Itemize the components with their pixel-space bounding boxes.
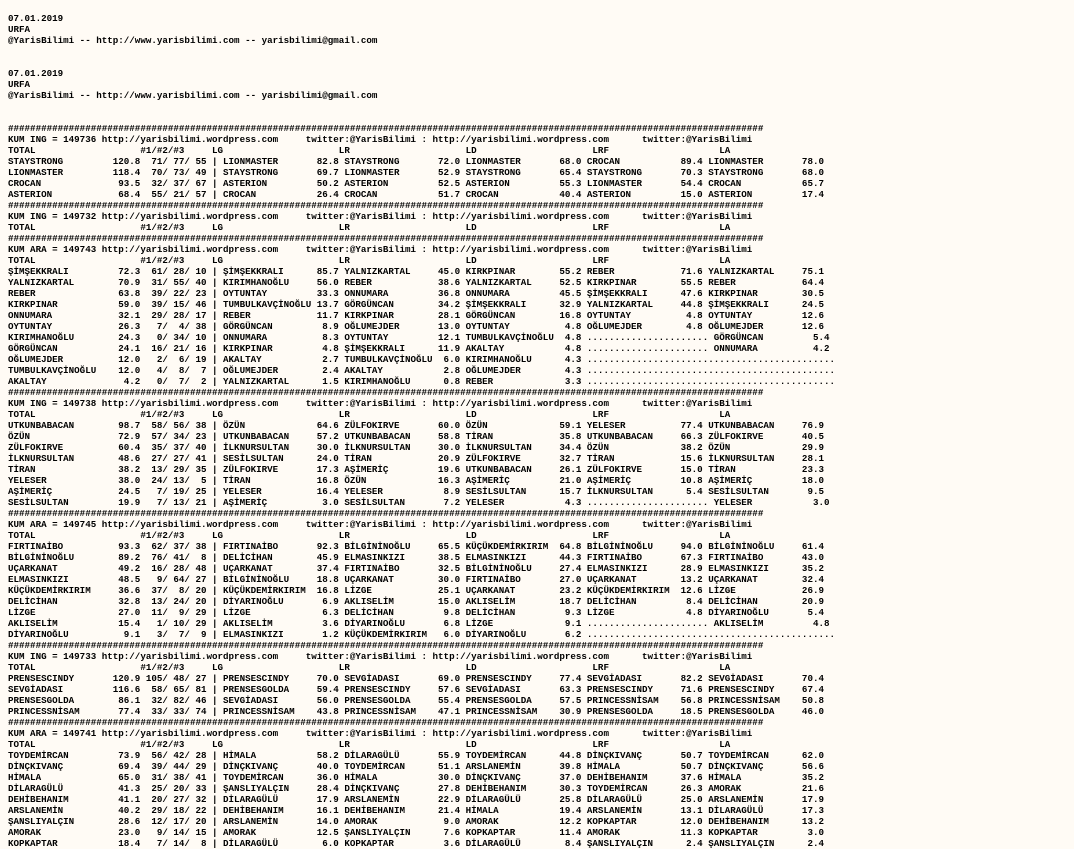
report-line: ######################################################################################################################################### (8, 387, 764, 398)
report-line: AKLISELİM 15.4 1/ 10/ 29 | AKLISELİM 3.6 DİYARINOĞLU 6.8 LİZGE 9.1 ...................... AKLISELİM 4.8 (8, 618, 830, 629)
report-line: GÖRGÜNCAN 24.1 16/ 21/ 16 | KIRKPINAR 4.8 ŞİMŞEKKRALI 11.9 AKALTAY 4.8 ...................... ONNUMARA 4.2 (8, 343, 830, 354)
report-line: CROCAN 93.5 32/ 37/ 67 | ASTERION 50.2 ASTERION 52.5 ASTERION 55.3 LIONMASTER 54.4 CROCAN 65.7 (8, 178, 824, 189)
report-line: KUM ARA = 149745 http://yarisbilimi.wordpress.com twitter:@YarisBilimi : http://yarisbilimi.wordpress.com twitter:@YarisBilimi (8, 519, 753, 530)
report-line: DEHİBEHANIM 41.1 20/ 27/ 32 | DİLARAGÜLÜ 17.9 ARSLANEMİN 22.9 DİLARAGÜLÜ 25.8 DİLARAGÜLÜ 25.0 ARSLANEMİN 17.9 (8, 794, 824, 805)
report-line: URFA (8, 24, 31, 35)
report-line: KUM ARA = 149741 http://yarisbilimi.wordpress.com twitter:@YarisBilimi : http://yarisbilimi.wordpress.com twitter:@YarisBilimi (8, 728, 753, 739)
report-line: TOYDEMİRCAN 73.9 56/ 42/ 28 | HİMALA 58.2 DİLARAGÜLÜ 55.9 TOYDEMİRCAN 44.8 DİNÇKIVANÇ 50.7 TOYDEMİRCAN 62.0 (8, 750, 824, 761)
report-line: BİLGİNİNOĞLU 89.2 76/ 41/ 8 | DELİCİHAN 45.9 ELMASINKIZI 38.5 ELMASINKIZI 44.3 FIRTINAİBO 67.3 FIRTINAİBO 43.0 (8, 552, 824, 563)
report-line: KOPKAPTAR 18.4 7/ 14/ 8 | DİLARAGÜLÜ 6.0 KOPKAPTAR 3.6 DİLARAGÜLÜ 8.4 ŞANSLIYALÇIN 2.4 ŞANSLIYALÇIN 2.4 (8, 838, 824, 849)
report-line: KUM ARA = 149743 http://yarisbilimi.wordpress.com twitter:@YarisBilimi : http://yarisbilimi.wordpress.com twitter:@YarisBilimi (8, 244, 753, 255)
report-line: REBER 63.8 39/ 22/ 23 | OYTUNTAY 33.3 ONNUMARA 36.8 ONNUMARA 45.5 ŞİMŞEKKRALI 47.6 KIRKPINAR 30.5 (8, 288, 824, 299)
report-line: TİRAN 38.2 13/ 29/ 35 | ZÜLFOKIRVE 17.3 AŞİMERİÇ 19.6 UTKUNBABACAN 26.1 ZÜLFOKIRVE 15.0 TİRAN 23.3 (8, 464, 824, 475)
report-line: @YarisBilimi -- http://www.yarisbilimi.com -- yarisbilimi@gmail.com (8, 90, 378, 101)
report-line: KUM ING = 149733 http://yarisbilimi.wordpress.com twitter:@YarisBilimi : http://yarisbilimi.wordpress.com twitter:@YarisBilimi (8, 651, 753, 662)
report-line: SESİLSULTAN 19.9 7/ 13/ 21 | AŞİMERİÇ 3.0 SESİLSULTAN 7.2 YELESER 4.3 ...................... YELESER 3.0 (8, 497, 830, 508)
report-line: YALNIZKARTAL 70.9 31/ 55/ 40 | KIRIMHANOĞLU 56.0 REBER 38.6 YALNIZKARTAL 52.5 KIRKPINAR 55.5 REBER 64.4 (8, 277, 824, 288)
report-line: ASTERION 68.4 55/ 21/ 57 | CROCAN 26.4 CROCAN 51.7 CROCAN 40.4 ASTERION 15.0 ASTERION 17.4 (8, 189, 824, 200)
report-line (8, 112, 1074, 123)
report-line: PRINCESSNİSAM 77.4 33/ 33/ 74 | PRINCESSNİSAM 43.8 PRINCESSNİSAM 47.1 PRINCESSNİSAM 30.9 PRENSESGOLDA 18.5 PRENSESGOLDA 46.0 (8, 706, 824, 717)
report-line: TOTAL #1/#2/#3 LG LR LD LRF LA (8, 662, 731, 673)
report-line (8, 101, 1074, 112)
report-line: UÇARKANAT 49.2 16/ 28/ 48 | UÇARKANAT 37.4 FIRTINAİBO 32.5 BİLGİNİNOĞLU 27.4 ELMASINKIZI 28.9 ELMASINKIZI 35.2 (8, 563, 824, 574)
report-line: @YarisBilimi -- http://www.yarisbilimi.com -- yarisbilimi@gmail.com (8, 35, 378, 46)
report-line: DİYARINOĞLU 9.1 3/ 7/ 9 | ELMASINKIZI 1.2 KÜÇÜKDEMİRKIRIM 6.0 DİYARINOĞLU 6.2 ............................................. (8, 629, 836, 640)
report-line: TOTAL #1/#2/#3 LG LR LD LRF LA (8, 255, 731, 266)
report-line: ######################################################################################################################################### (8, 717, 764, 728)
report-line: KÜÇÜKDEMİRKIRIM 36.6 37/ 8/ 20 | KÜÇÜKDEMİRKIRIM 16.8 LİZGE 25.1 UÇARKANAT 23.2 KÜÇÜKDEMİRKIRIM 12.6 LİZGE 26.9 (8, 585, 824, 596)
report-line: TOTAL #1/#2/#3 LG LR LD LRF LA (8, 530, 731, 541)
report-line: TOTAL #1/#2/#3 LG LR LD LRF LA (8, 409, 731, 420)
report-line: AMORAK 23.0 9/ 14/ 15 | AMORAK 12.5 ŞANSLIYALÇIN 7.6 KOPKAPTAR 11.4 AMORAK 11.3 KOPKAPTAR 3.0 (8, 827, 824, 838)
report-line: LIONMASTER 118.4 70/ 73/ 49 | STAYSTRONG 69.7 LIONMASTER 52.9 STAYSTRONG 65.4 STAYSTRONG 70.3 STAYSTRONG 68.0 (8, 167, 824, 178)
report-line: PRENSESCINDY 120.9 105/ 48/ 27 | PRENSESCINDY 70.0 SEVGİADASI 69.0 PRENSESCINDY 77.4 SEVGİADASI 82.2 SEVGİADASI 70.4 (8, 673, 824, 684)
report-line: ZÜLFOKIRVE 60.4 35/ 37/ 40 | İLKNURSULTAN 30.0 İLKNURSULTAN 30.0 İLKNURSULTAN 34.4 ÖZÜN 38.2 ÖZÜN 29.9 (8, 442, 824, 453)
report-line: ONNUMARA 32.1 29/ 28/ 17 | REBER 11.7 KIRKPINAR 28.1 GÖRGÜNCAN 16.8 OYTUNTAY 4.8 OYTUNTAY 12.6 (8, 310, 824, 321)
report-line: AKALTAY 4.2 0/ 7/ 2 | YALNIZKARTAL 1.5 KIRIMHANOĞLU 0.8 REBER 3.3 ............................................. (8, 376, 836, 387)
report-line (8, 46, 1074, 57)
report-line: ŞANSLIYALÇIN 28.6 12/ 17/ 20 | ARSLANEMİN 14.0 AMORAK 9.0 AMORAK 12.2 KOPKAPTAR 12.0 DEHİBEHANIM 13.2 (8, 816, 824, 827)
report-line: ######################################################################################################################################### (8, 640, 764, 651)
report-line: HİMALA 65.0 31/ 38/ 41 | TOYDEMİRCAN 36.0 HİMALA 30.0 DİNÇKIVANÇ 37.0 DEHİBEHANIM 37.6 HİMALA 35.2 (8, 772, 824, 783)
report-line: URFA (8, 79, 31, 90)
report-line: STAYSTRONG 120.8 71/ 77/ 55 | LIONMASTER 82.8 STAYSTRONG 72.0 LIONMASTER 68.0 CROCAN 89.4 LIONMASTER 78.0 (8, 156, 824, 167)
report-line: KUM ING = 149736 http://yarisbilimi.wordpress.com twitter:@YarisBilimi : http://yarisbilimi.wordpress.com twitter:@YarisBilimi (8, 134, 753, 145)
report-line: SEVGİADASI 116.6 58/ 65/ 81 | PRENSESGOLDA 59.4 PRENSESCINDY 57.6 SEVGİADASI 63.3 PRENSESCINDY 71.6 PRENSESCINDY 67.4 (8, 684, 824, 695)
report-line: ######################################################################################################################################### (8, 233, 764, 244)
report-line: AŞİMERİÇ 24.5 7/ 19/ 25 | YELESER 16.4 YELESER 8.9 SESİLSULTAN 15.7 İLKNURSULTAN 5.4 SESİLSULTAN 9.5 (8, 486, 824, 497)
report-line: OYTUNTAY 26.3 7/ 4/ 38 | GÖRGÜNCAN 8.9 OĞLUMEJDER 13.0 OYTUNTAY 4.8 OĞLUMEJDER 4.8 OĞLUMEJDER 12.6 (8, 321, 824, 332)
report-line: İLKNURSULTAN 48.6 27/ 27/ 41 | SESİLSULTAN 24.0 TİRAN 20.9 ZÜLFOKIRVE 32.7 TİRAN 15.6 İLKNURSULTAN 28.1 (8, 453, 824, 464)
report-line: UTKUNBABACAN 98.7 58/ 56/ 38 | ÖZÜN 64.6 ZÜLFOKIRVE 60.0 ÖZÜN 59.1 YELESER 77.4 UTKUNBABACAN 76.9 (8, 420, 824, 431)
report-line: ######################################################################################################################################### (8, 200, 764, 211)
report-line: YELESER 38.0 24/ 13/ 5 | TİRAN 16.8 ÖZÜN 16.3 AŞİMERİÇ 21.0 AŞİMERİÇ 10.8 AŞİMERİÇ 18.0 (8, 475, 824, 486)
report-line: ÖZÜN 72.9 57/ 34/ 23 | UTKUNBABACAN 57.2 UTKUNBABACAN 58.8 TİRAN 35.8 UTKUNBABACAN 66.3 ZÜLFOKIRVE 40.5 (8, 431, 824, 442)
report-line: ŞİMŞEKKRALI 72.3 61/ 28/ 10 | ŞİMŞEKKRALI 85.7 YALNIZKARTAL 45.0 KIRKPINAR 55.2 REBER 71.6 YALNIZKARTAL 75.1 (8, 266, 824, 277)
report-line: KUM ING = 149732 http://yarisbilimi.wordpress.com twitter:@YarisBilimi : http://yarisbilimi.wordpress.com twitter:@YarisBilimi (8, 211, 753, 222)
report-line: ARSLANEMİN 40.2 29/ 18/ 22 | DEHİBEHANIM 16.1 DEHİBEHANIM 21.4 HİMALA 19.4 ARSLANEMİN 13.1 DİLARAGÜLÜ 17.3 (8, 805, 824, 816)
report-line: 07.01.2019 (8, 68, 64, 79)
report-line (8, 2, 1074, 13)
report-line: LİZGE 27.0 11/ 9/ 29 | LİZGE 6.3 DELİCİHAN 9.8 DELİCİHAN 9.3 LİZGE 4.8 DİYARINOĞLU 5.4 (8, 607, 824, 618)
report-line (8, 57, 1074, 68)
report-line: TOTAL #1/#2/#3 LG LR LD LRF LA (8, 739, 731, 750)
report-line: ######################################################################################################################################### (8, 123, 764, 134)
report-line: DELİCİHAN 32.8 13/ 24/ 20 | DİYARINOĞLU 6.9 AKLISELİM 15.0 AKLISELİM 18.7 DELİCİHAN 8.4 DELİCİHAN 20.9 (8, 596, 824, 607)
report-line: PRENSESGOLDA 86.1 32/ 82/ 46 | SEVGİADASI 56.0 PRENSESGOLDA 55.4 PRENSESGOLDA 57.5 PRINCESSNİSAM 56.8 PRINCESSNİSAM 50.8 (8, 695, 824, 706)
report-line: ######################################################################################################################################### (8, 508, 764, 519)
report-line: KUM ING = 149738 http://yarisbilimi.wordpress.com twitter:@YarisBilimi : http://yarisbilimi.wordpress.com twitter:@YarisBilimi (8, 398, 753, 409)
report-line: KIRKPINAR 59.0 39/ 15/ 46 | TUMBULKAVÇİNOĞLU 13.7 GÖRGÜNCAN 34.2 ŞİMŞEKKRALI 32.9 YALNIZKARTAL 44.8 ŞİMŞEKKRALI 24.5 (8, 299, 824, 310)
report-line: 07.01.2019 (8, 13, 64, 24)
report-line: ELMASINKIZI 48.5 9/ 64/ 27 | BİLGİNİNOĞLU 18.8 UÇARKANAT 30.0 FIRTINAİBO 27.0 UÇARKANAT 13.2 UÇARKANAT 32.4 (8, 574, 824, 585)
report-line: OĞLUMEJDER 12.0 2/ 6/ 19 | AKALTAY 2.7 TUMBULKAVÇİNOĞLU 6.0 KIRIMHANOĞLU 4.3 ............................................. (8, 354, 836, 365)
report-line: TOTAL #1/#2/#3 LG LR LD LRF LA (8, 145, 731, 156)
report-line: TUMBULKAVÇİNOĞLU 12.0 4/ 8/ 7 | OĞLUMEJDER 2.4 AKALTAY 2.8 OĞLUMEJDER 4.3 ............................................. (8, 365, 836, 376)
report-line: KIRIMHANOĞLU 24.3 0/ 34/ 10 | ONNUMARA 8.3 OYTUNTAY 12.1 TUMBULKAVÇİNOĞLU 4.8 ...................... GÖRGÜNCAN 5.4 (8, 332, 830, 343)
report-line: DİNÇKIVANÇ 69.4 39/ 44/ 29 | DİNÇKIVANÇ 40.0 TOYDEMİRCAN 51.1 ARSLANEMİN 39.8 HİMALA 50.7 DİNÇKIVANÇ 56.6 (8, 761, 824, 772)
report-line: FIRTINAİBO 93.3 62/ 37/ 38 | FIRTINAİBO 92.3 BİLGİNİNOĞLU 65.5 KÜÇÜKDEMİRKIRIM 64.8 BİLGİNİNOĞLU 94.0 BİLGİNİNOĞLU 61.4 (8, 541, 824, 552)
report-line: TOTAL #1/#2/#3 LG LR LD LRF LA (8, 222, 731, 233)
report-line: DİLARAGÜLÜ 41.3 25/ 20/ 33 | ŞANSLIYALÇIN 28.4 DİNÇKIVANÇ 27.8 DEHİBEHANIM 30.3 TOYDEMİRCAN 26.3 AMORAK 21.6 (8, 783, 824, 794)
